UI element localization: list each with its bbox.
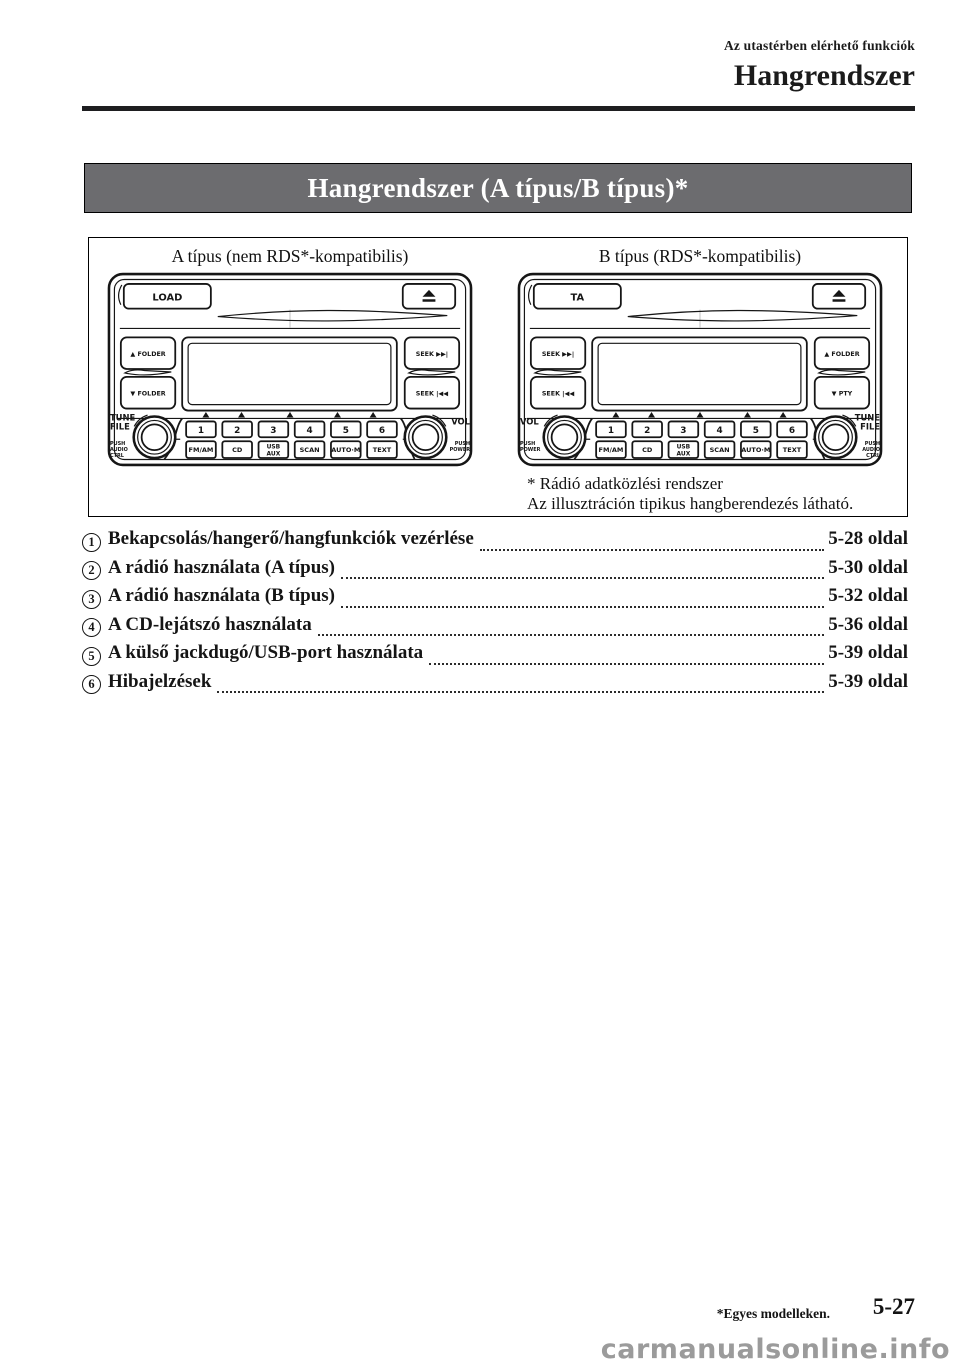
figure-footnotes	[527, 474, 853, 513]
toc-item-number: 4	[82, 618, 101, 637]
toc-item-page: 5-30 oldal	[828, 556, 908, 578]
button-tab	[409, 370, 455, 375]
chapter-banner	[84, 163, 912, 213]
svg-text:2: 2	[234, 425, 241, 436]
svg-text:USB: USB	[676, 443, 691, 451]
svg-text:3: 3	[270, 425, 277, 436]
pointer-triangle	[334, 412, 341, 417]
toc-item-page: 5-39 oldal	[828, 670, 908, 692]
section-heading: Az utastérben elérhető funkciók	[723, 38, 915, 53]
left-knob	[544, 416, 586, 458]
svg-text:AUTO·M: AUTO·M	[741, 446, 771, 455]
toc-dotted-leader	[217, 691, 824, 693]
cd-slot	[628, 311, 857, 321]
page-number: 5-27	[872, 1294, 915, 1319]
header-rule	[82, 106, 915, 111]
svg-text:POWER: POWER	[449, 447, 471, 454]
toc-dotted-leader	[429, 663, 824, 665]
pointer-triangle	[780, 412, 787, 417]
svg-text:FM/AM: FM/AM	[188, 446, 214, 455]
svg-text:SEEK |◀◀: SEEK |◀◀	[541, 390, 575, 398]
toc-item-number: 2	[82, 561, 101, 580]
toc-item-page: 5-36 oldal	[828, 613, 908, 635]
toc-item-number: 6	[82, 675, 101, 694]
toc-item	[82, 585, 908, 614]
svg-text:4: 4	[306, 425, 313, 436]
footnote-illustration: Az illusztráción tipikus hangberendezés látható.	[527, 493, 854, 513]
toc-dotted-leader	[318, 634, 825, 636]
toc-item-label: Bekapcsolás/hangerő/hangfunkciók vezérlése	[108, 528, 474, 549]
svg-text:FILE: FILE	[109, 421, 130, 432]
svg-text:6: 6	[788, 425, 796, 436]
section-contents-list	[82, 528, 908, 699]
button-tab	[125, 370, 171, 375]
svg-text:▲ FOLDER: ▲ FOLDER	[130, 351, 166, 359]
chapter-banner-title: Hangrendszer (A típus/B típus)*	[307, 172, 689, 203]
svg-text:TA: TA	[570, 292, 585, 304]
eject-icon-bar	[423, 299, 436, 301]
pointer-triangle	[612, 412, 619, 417]
decorative-arc	[119, 285, 122, 305]
toc-item-label: A külső jackdugó/USB-port használata	[108, 642, 424, 663]
svg-text:TEXT: TEXT	[372, 446, 392, 455]
svg-text:PUSH: PUSH	[864, 441, 881, 448]
toc-item	[82, 557, 908, 586]
svg-text:SCAN: SCAN	[299, 446, 320, 455]
svg-text:FILE: FILE	[860, 421, 881, 432]
right-knob	[405, 416, 447, 458]
button-tab	[535, 370, 581, 375]
toc-item-number: 1	[82, 533, 101, 552]
svg-text:TUNE: TUNE	[109, 412, 136, 423]
toc-item-page: 5-32 oldal	[828, 585, 908, 606]
toc-item-page: 5-39 oldal	[828, 642, 908, 663]
display	[592, 337, 807, 410]
svg-text:CD: CD	[642, 446, 653, 455]
svg-text:PUSH: PUSH	[109, 441, 126, 448]
svg-text:4: 4	[716, 425, 723, 436]
svg-text:VOL: VOL	[519, 416, 539, 427]
svg-text:CTRL: CTRL	[866, 453, 881, 460]
svg-text:▲ FOLDER: ▲ FOLDER	[824, 351, 860, 359]
toc-dotted-leader	[341, 577, 824, 579]
toc-item-page: 5-28 oldal	[828, 528, 908, 549]
eject-icon-bar	[833, 299, 846, 301]
svg-text:SEEK ▶▶|: SEEK ▶▶|	[541, 351, 575, 359]
decorative-arc	[529, 285, 532, 305]
pointer-triangle	[202, 412, 209, 417]
page-header	[724, 38, 915, 93]
radio-type-a-illustration	[107, 272, 473, 467]
watermark: carmanualsonline.info	[600, 1334, 950, 1365]
svg-text:SEEK |◀◀: SEEK |◀◀	[415, 390, 449, 398]
footnote-rds: * Rádió adatközlési rendszer	[527, 474, 723, 493]
toc-item-number: 5	[82, 647, 101, 666]
toc-dotted-leader	[480, 549, 825, 551]
svg-text:USB: USB	[266, 443, 281, 451]
svg-text:PUSH: PUSH	[519, 441, 536, 448]
toc-item-number: 3	[82, 590, 101, 609]
svg-text:AUTO·M: AUTO·M	[331, 446, 361, 455]
svg-text:SCAN: SCAN	[709, 446, 730, 455]
toc-item	[82, 614, 908, 643]
svg-text:AUX: AUX	[266, 450, 281, 458]
toc-item	[82, 528, 908, 557]
footer-note: *Egyes modelleken.	[716, 1306, 830, 1321]
radio-type-b-illustration	[517, 272, 883, 467]
toc-item-label: A rádió használata (A típus)	[108, 556, 335, 578]
svg-text:AUDIO: AUDIO	[109, 447, 128, 454]
svg-text:5: 5	[342, 425, 349, 436]
svg-text:LOAD: LOAD	[152, 292, 183, 304]
svg-text:CD: CD	[232, 446, 243, 455]
pointer-triangle	[238, 412, 245, 417]
toc-item	[82, 642, 908, 671]
svg-text:▼ PTY: ▼ PTY	[831, 390, 853, 398]
svg-text:TEXT: TEXT	[782, 446, 802, 455]
toc-item-label: A CD-lejátszó használata	[108, 613, 312, 635]
display	[182, 337, 397, 410]
figure-title-type-a: A típus (nem RDS*-kompatibilis)	[171, 246, 409, 266]
right-knob	[815, 416, 857, 458]
svg-text:▼ FOLDER: ▼ FOLDER	[130, 390, 166, 398]
cd-slot	[218, 311, 447, 321]
svg-text:AUX: AUX	[676, 450, 691, 458]
svg-text:SEEK ▶▶|: SEEK ▶▶|	[415, 351, 449, 359]
toc-item	[82, 671, 908, 700]
svg-text:POWER: POWER	[519, 447, 541, 454]
svg-text:1: 1	[607, 425, 615, 436]
page-title: Hangrendszer	[733, 59, 915, 92]
svg-text:1: 1	[197, 425, 205, 436]
toc-dotted-leader	[341, 606, 824, 608]
pointer-triangle	[287, 412, 294, 417]
button-tab	[819, 370, 865, 375]
svg-text:3: 3	[680, 425, 687, 436]
pointer-triangle	[697, 412, 704, 417]
pointer-triangle	[648, 412, 655, 417]
svg-text:TUNE: TUNE	[854, 412, 881, 423]
pointer-triangle	[744, 412, 751, 417]
svg-text:5: 5	[752, 425, 759, 436]
svg-text:VOL: VOL	[451, 416, 471, 427]
svg-text:2: 2	[644, 425, 651, 436]
toc-item-label: A rádió használata (B típus)	[108, 585, 335, 606]
svg-text:FM/AM: FM/AM	[598, 446, 624, 455]
svg-text:6: 6	[378, 425, 386, 436]
left-knob	[134, 416, 176, 458]
toc-item-label: Hibajelzések	[108, 670, 212, 692]
audio-system-figure	[88, 237, 908, 517]
pointer-triangle	[370, 412, 377, 417]
svg-text:CTRL: CTRL	[109, 453, 124, 460]
figure-title-type-b: B típus (RDS*-kompatibilis)	[598, 246, 802, 266]
svg-text:PUSH: PUSH	[454, 441, 471, 448]
svg-text:AUDIO: AUDIO	[862, 447, 881, 454]
